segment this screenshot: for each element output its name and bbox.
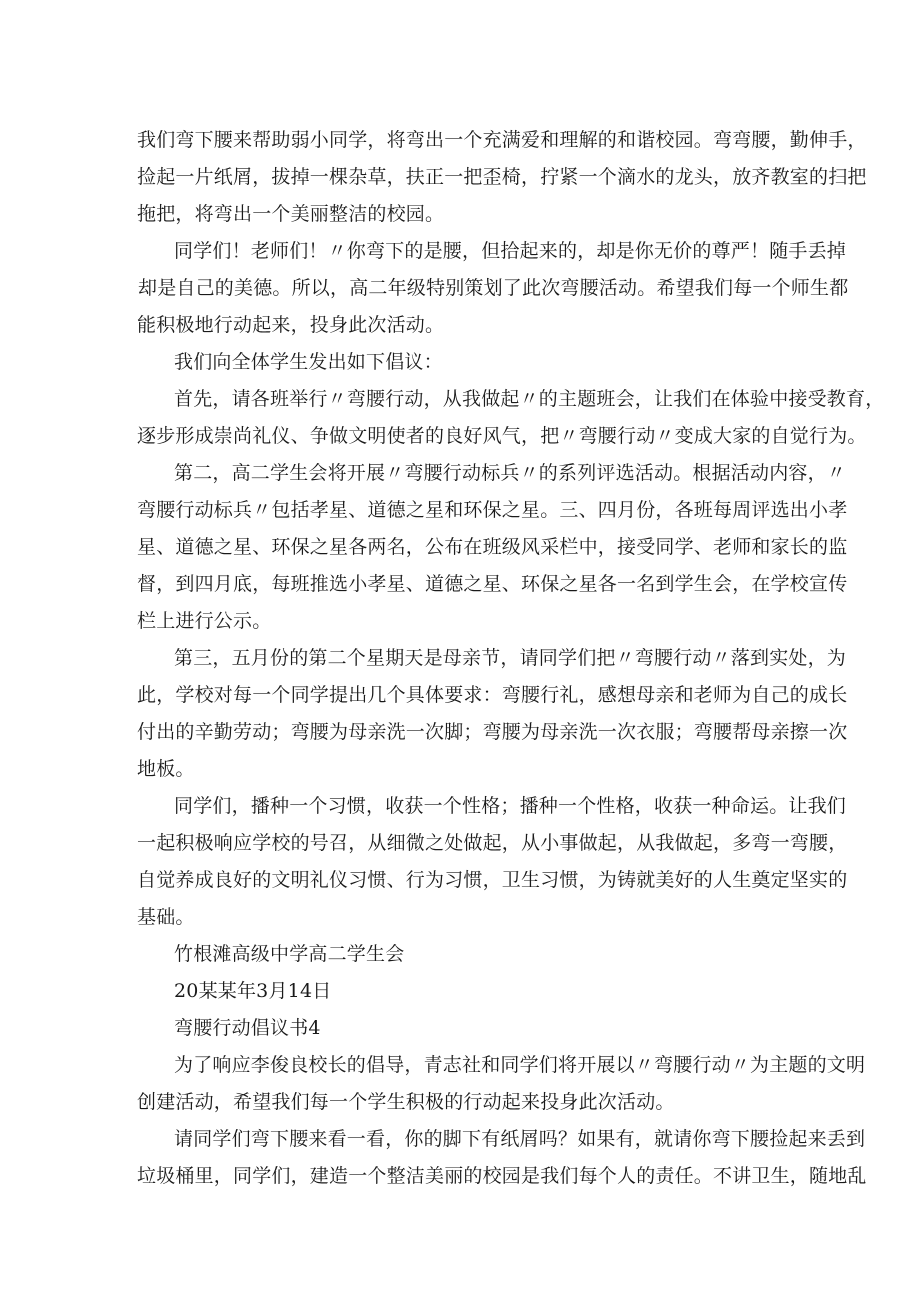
text-line: 星、道德之星、环保之星各两名，公布在班级风采栏中，接受同学、老师和家长的监 <box>137 536 848 558</box>
text-line: 地板。 <box>137 758 195 780</box>
text-line: 逐步形成崇尚礼仪、争做文明使者的良好风气，把〃弯腰行动〃变成大家的自觉行为。 <box>137 425 867 447</box>
text-line: 基础。 <box>137 906 195 928</box>
text-line: 请同学们弯下腰来看一看，你的脚下有纸屑吗？如果有，就请你弯下腰捡起来丢到 <box>174 1128 866 1150</box>
text-line: 我们弯下腰来帮助弱小同学，将弯出一个充满爱和理解的和谐校园。弯弯腰，勤伸手， <box>137 129 867 151</box>
signature-line: 竹根滩高级中学高二学生会 <box>174 943 405 965</box>
text-line: 同学们，播种一个习惯，收获一个性格；播种一个性格，收获一种命运。让我们 <box>174 795 847 817</box>
date-line: 20某某年3月14日 <box>174 980 332 1002</box>
text-line: 我们向全体学生发出如下倡议： <box>174 351 443 373</box>
text-line: 能积极地行动起来，投身此次活动。 <box>137 314 445 336</box>
text-line: 同学们！老师们！〃你弯下的是腰，但拾起来的，却是你无价的尊严！随手丢掉 <box>174 240 847 262</box>
text-line: 第二，高二学生会将开展〃弯腰行动标兵〃的系列评选活动。根据活动内容，〃 <box>174 462 847 484</box>
text-line: 首先，请各班举行〃弯腰行动，从我做起〃的主题班会，让我们在体验中接受教育， <box>174 388 885 410</box>
text-line: 弯腰行动标兵〃包括孝星、道德之星和环保之星。三、四月份，各班每周评选出小孝 <box>137 499 848 521</box>
text-line: 第三，五月份的第二个星期天是母亲节，请同学们把〃弯腰行动〃落到实处，为 <box>174 647 847 669</box>
text-line: 为了响应李俊良校长的倡导，青志社和同学们将开展以〃弯腰行动〃为主题的文明 <box>174 1054 866 1076</box>
text-line: 拖把，将弯出一个美丽整洁的校园。 <box>137 203 445 225</box>
section-title: 弯腰行动倡议书4 <box>174 1017 321 1039</box>
text-line: 一起积极响应学校的号召，从细微之处做起，从小事做起，从我做起，多弯一弯腰， <box>137 832 848 854</box>
text-line: 自觉养成良好的文明礼仪习惯、行为习惯，卫生习惯，为铸就美好的人生奠定坚实的 <box>137 869 848 891</box>
text-line: 创建活动，希望我们每一个学生积极的行动起来投身此次活动。 <box>137 1091 675 1113</box>
text-line: 垃圾桶里，同学们，建造一个整洁美丽的校园是我们每个人的责任。不讲卫生，随地乱 <box>137 1165 867 1187</box>
text-line: 栏上进行公示。 <box>137 610 272 632</box>
text-line: 却是自己的美德。所以，高二年级特别策划了此次弯腰活动。希望我们每一个师生都 <box>138 277 849 299</box>
text-line: 付出的辛勤劳动；弯腰为母亲洗一次脚；弯腰为母亲洗一次衣服；弯腰帮母亲擦一次 <box>137 721 848 743</box>
text-line: 此，学校对每一个同学提出几个具体要求：弯腰行礼，感想母亲和老师为自己的成长 <box>137 684 848 706</box>
text-line: 督，到四月底，每班推选小孝星、道德之星、环保之星各一名到学生会，在学校宣传 <box>137 573 848 595</box>
text-line: 捡起一片纸屑，拔掉一棵杂草，扶正一把歪椅，拧紧一个滴水的龙头，放齐教室的扫把 <box>137 166 867 188</box>
